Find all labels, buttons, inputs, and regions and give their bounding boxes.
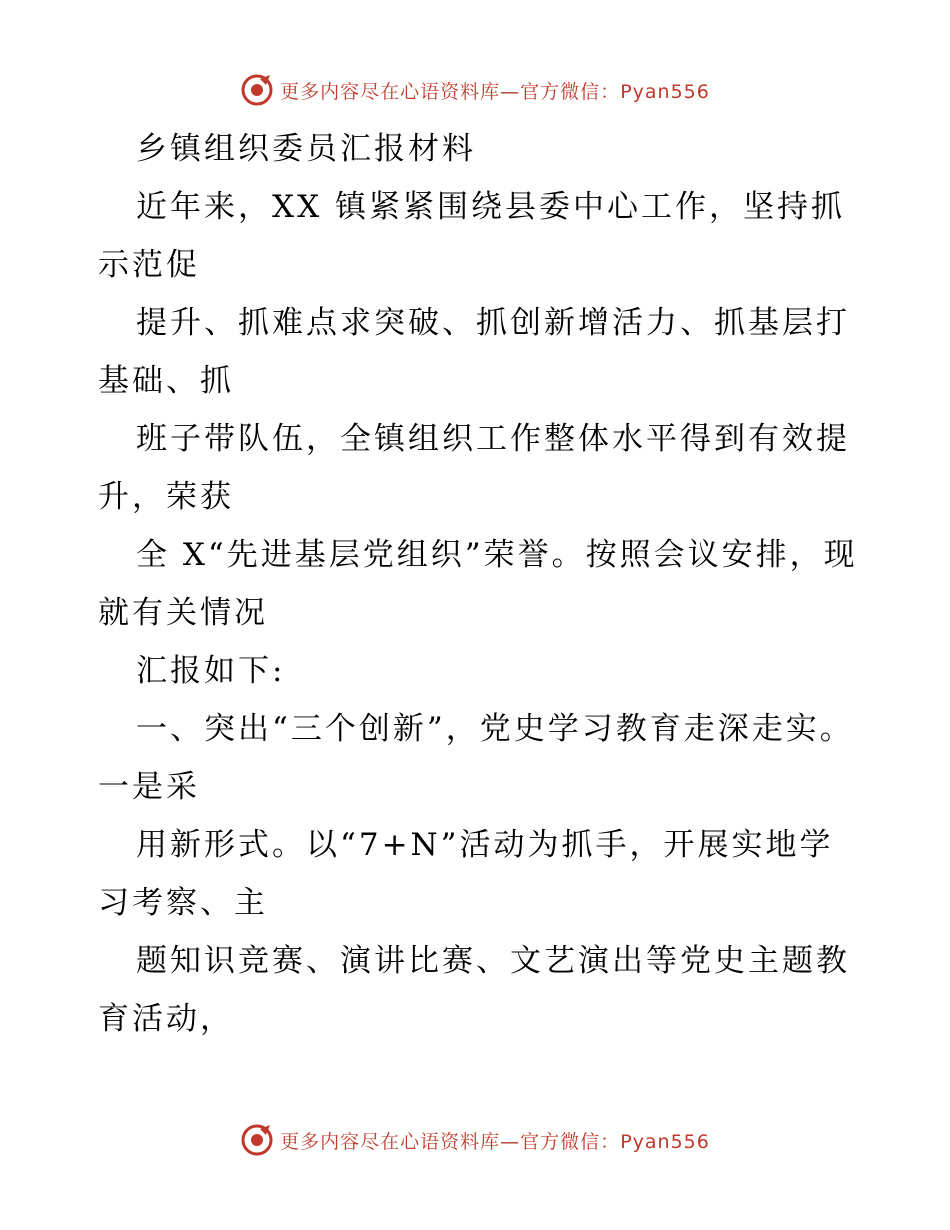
paragraph-line: 近年来，XX 镇紧紧围绕县委中心工作，坚持抓示范促 — [98, 189, 845, 283]
watermark-text: 更多内容尽在心语资料库—官方微信：Pyan556 — [280, 80, 710, 103]
watermark-text: 更多内容尽在心语资料库—官方微信：Pyan556 — [280, 1130, 710, 1153]
paragraph-line: 班子带队伍，全镇组织工作整体水平得到有效提升，荣获 — [98, 421, 850, 515]
paragraph-line: 全 X“先进基层党组织”荣誉。按照会议安排，现就有关情况 — [98, 537, 858, 631]
paragraph-line: 汇报如下: — [136, 653, 286, 689]
footer-watermark — [0, 1120, 950, 1160]
document-body — [98, 120, 858, 1048]
paragraph-line: 用新形式。以“7+N”活动为抓手，开展实地学习考察、主 — [98, 827, 834, 921]
paragraph-line: 提升、抓难点求突破、抓创新增活力、抓基层打基础、抓 — [98, 305, 850, 399]
paragraph-line: 题知识竞赛、演讲比赛、文艺演出等党史主题教育活动， — [98, 943, 850, 1037]
document-title: 乡镇组织委员汇报材料 — [136, 131, 476, 167]
header-watermark — [0, 70, 950, 110]
logo-icon — [240, 1123, 274, 1157]
paragraph-line: 一、突出“三个创新”，党史学习教育走深走实。一是采 — [98, 711, 854, 805]
logo-icon — [240, 73, 274, 107]
